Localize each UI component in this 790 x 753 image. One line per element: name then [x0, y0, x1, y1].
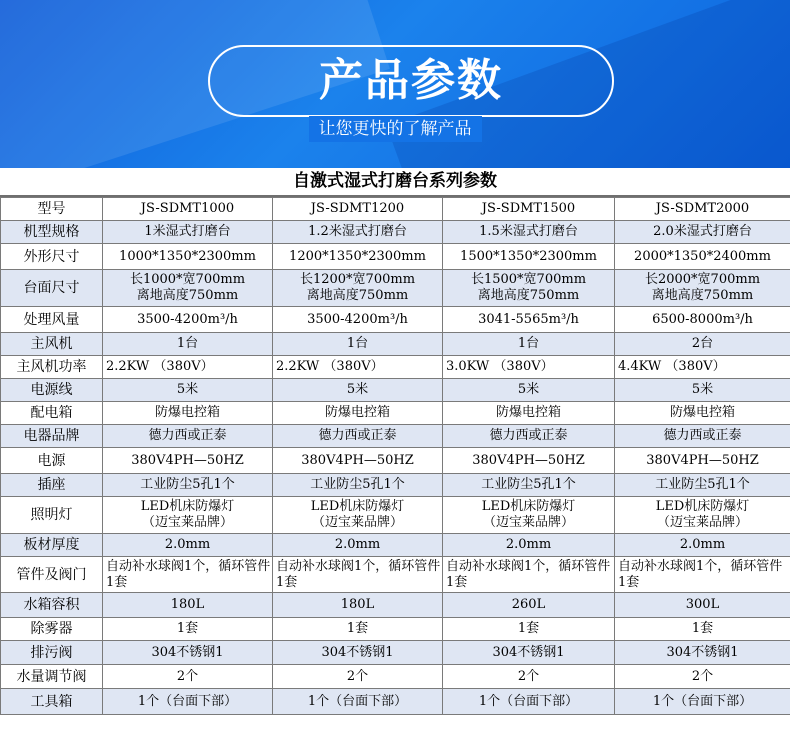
table-cell: 1个（台面下部） — [103, 689, 273, 715]
table-cell: 工业防尘5孔1个 — [273, 474, 443, 497]
table-cell: 3500-4200m³/h — [273, 307, 443, 333]
row-label: 外形尺寸 — [1, 244, 103, 270]
spec-table-container — [0, 168, 790, 715]
table-cell: 1个（台面下部） — [615, 689, 790, 715]
table-cell: JS-SDMT1500 — [443, 198, 615, 221]
table-cell: 1台 — [273, 333, 443, 356]
table-cell: LED机床防爆灯 （迈宝莱品牌） — [273, 497, 443, 534]
table-cell: 1000*1350*2300mm — [103, 244, 273, 270]
spec-table — [0, 197, 790, 715]
table-cell: 德力西或正泰 — [443, 425, 615, 448]
table-cell: 2.0米湿式打磨台 — [615, 221, 790, 244]
table-cell: 380V4PH—50HZ — [273, 448, 443, 474]
banner-subtitle: 让您更快的了解产品 — [309, 116, 482, 142]
table-cell: 2.2KW （380V） — [103, 356, 273, 379]
table-cell: 304不锈钢1 — [615, 641, 790, 665]
table-cell: 德力西或正泰 — [103, 425, 273, 448]
table-cell: 自动补水球阀1个，循环管件1套 — [103, 557, 273, 593]
banner-subtitle-row — [0, 116, 790, 142]
table-cell: 3041-5565m³/h — [443, 307, 615, 333]
table-row — [1, 356, 790, 379]
table-cell: 1个（台面下部） — [443, 689, 615, 715]
table-cell: 1.5米湿式打磨台 — [443, 221, 615, 244]
table-cell: JS-SDMT2000 — [615, 198, 790, 221]
table-cell: 380V4PH—50HZ — [103, 448, 273, 474]
table-cell: 2个 — [443, 665, 615, 689]
table-cell: 工业防尘5孔1个 — [443, 474, 615, 497]
table-row — [1, 665, 790, 689]
table-row — [1, 497, 790, 534]
table-cell: 自动补水球阀1个，循环管件1套 — [443, 557, 615, 593]
row-label: 电源线 — [1, 379, 103, 402]
table-cell: 防爆电控箱 — [615, 402, 790, 425]
table-row — [1, 641, 790, 665]
row-label: 配电箱 — [1, 402, 103, 425]
table-cell: 1米湿式打磨台 — [103, 221, 273, 244]
table-cell: 1个（台面下部） — [273, 689, 443, 715]
table-cell: 4.4KW （380V） — [615, 356, 790, 379]
row-label: 台面尺寸 — [1, 270, 103, 307]
spec-table-body — [1, 198, 790, 715]
table-cell: 304不锈钢1 — [443, 641, 615, 665]
table-cell: 6500-8000m³/h — [615, 307, 790, 333]
table-cell: 2个 — [615, 665, 790, 689]
table-row — [1, 593, 790, 618]
table-row — [1, 198, 790, 221]
table-cell: 2.0mm — [443, 534, 615, 557]
table-cell: 2.0mm — [615, 534, 790, 557]
table-row — [1, 474, 790, 497]
row-label: 机型规格 — [1, 221, 103, 244]
table-cell: 防爆电控箱 — [443, 402, 615, 425]
table-cell: 1.2米湿式打磨台 — [273, 221, 443, 244]
table-cell: 德力西或正泰 — [273, 425, 443, 448]
table-row — [1, 425, 790, 448]
banner-title: 产品参数 — [319, 55, 503, 106]
row-label: 除雾器 — [1, 618, 103, 641]
table-row — [1, 379, 790, 402]
table-cell: 5米 — [443, 379, 615, 402]
table-row — [1, 333, 790, 356]
table-cell: 5米 — [103, 379, 273, 402]
table-cell: 2个 — [103, 665, 273, 689]
table-cell: 德力西或正泰 — [615, 425, 790, 448]
table-row — [1, 618, 790, 641]
table-row — [1, 244, 790, 270]
table-cell: 380V4PH—50HZ — [615, 448, 790, 474]
table-cell: JS-SDMT1000 — [103, 198, 273, 221]
table-cell: 工业防尘5孔1个 — [615, 474, 790, 497]
table-row — [1, 402, 790, 425]
table-row — [1, 307, 790, 333]
table-row — [1, 448, 790, 474]
table-cell: LED机床防爆灯 （迈宝莱品牌） — [443, 497, 615, 534]
row-label: 水箱容积 — [1, 593, 103, 618]
table-cell: 1套 — [615, 618, 790, 641]
table-cell: 2.0mm — [273, 534, 443, 557]
table-cell: 长2000*宽700mm 离地高度750mm — [615, 270, 790, 307]
table-cell: 2.0mm — [103, 534, 273, 557]
table-cell: LED机床防爆灯 （迈宝莱品牌） — [103, 497, 273, 534]
table-row — [1, 557, 790, 593]
table-cell: 自动补水球阀1个，循环管件1套 — [273, 557, 443, 593]
table-cell: 1台 — [103, 333, 273, 356]
table-cell: 180L — [103, 593, 273, 618]
table-cell: 防爆电控箱 — [103, 402, 273, 425]
row-label: 照明灯 — [1, 497, 103, 534]
table-cell: JS-SDMT1200 — [273, 198, 443, 221]
row-label: 电器品牌 — [1, 425, 103, 448]
row-label: 水量调节阀 — [1, 665, 103, 689]
table-cell: 5米 — [273, 379, 443, 402]
row-label: 处理风量 — [1, 307, 103, 333]
table-cell: 2台 — [615, 333, 790, 356]
banner — [0, 0, 790, 168]
table-cell: 2.2KW （380V） — [273, 356, 443, 379]
table-cell: 1200*1350*2300mm — [273, 244, 443, 270]
table-row — [1, 534, 790, 557]
table-row — [1, 689, 790, 715]
table-cell: 长1200*宽700mm 离地高度750mm — [273, 270, 443, 307]
spec-table-title: 自激式湿式打磨台系列参数 — [0, 168, 790, 197]
row-label: 主风机功率 — [1, 356, 103, 379]
table-cell: 2个 — [273, 665, 443, 689]
row-label: 插座 — [1, 474, 103, 497]
table-cell: 260L — [443, 593, 615, 618]
table-cell: 长1500*宽700mm 离地高度750mm — [443, 270, 615, 307]
table-cell: 304不锈钢1 — [103, 641, 273, 665]
table-cell: 180L — [273, 593, 443, 618]
row-label: 型号 — [1, 198, 103, 221]
table-cell: 防爆电控箱 — [273, 402, 443, 425]
table-cell: 380V4PH—50HZ — [443, 448, 615, 474]
table-cell: 3.0KW （380V） — [443, 356, 615, 379]
table-row — [1, 221, 790, 244]
table-cell: LED机床防爆灯 （迈宝莱品牌） — [615, 497, 790, 534]
row-label: 工具箱 — [1, 689, 103, 715]
table-cell: 300L — [615, 593, 790, 618]
table-cell: 1500*1350*2300mm — [443, 244, 615, 270]
table-cell: 长1000*宽700mm 离地高度750mm — [103, 270, 273, 307]
row-label: 板材厚度 — [1, 534, 103, 557]
row-label: 排污阀 — [1, 641, 103, 665]
table-row — [1, 270, 790, 307]
table-cell: 自动补水球阀1个，循环管件1套 — [615, 557, 790, 593]
table-cell: 1套 — [273, 618, 443, 641]
table-cell: 3500-4200m³/h — [103, 307, 273, 333]
table-cell: 工业防尘5孔1个 — [103, 474, 273, 497]
table-cell: 5米 — [615, 379, 790, 402]
table-cell: 1套 — [443, 618, 615, 641]
table-cell: 304不锈钢1 — [273, 641, 443, 665]
table-cell: 2000*1350*2400mm — [615, 244, 790, 270]
row-label: 电源 — [1, 448, 103, 474]
table-cell: 1台 — [443, 333, 615, 356]
row-label: 管件及阀门 — [1, 557, 103, 593]
table-cell: 1套 — [103, 618, 273, 641]
row-label: 主风机 — [1, 333, 103, 356]
